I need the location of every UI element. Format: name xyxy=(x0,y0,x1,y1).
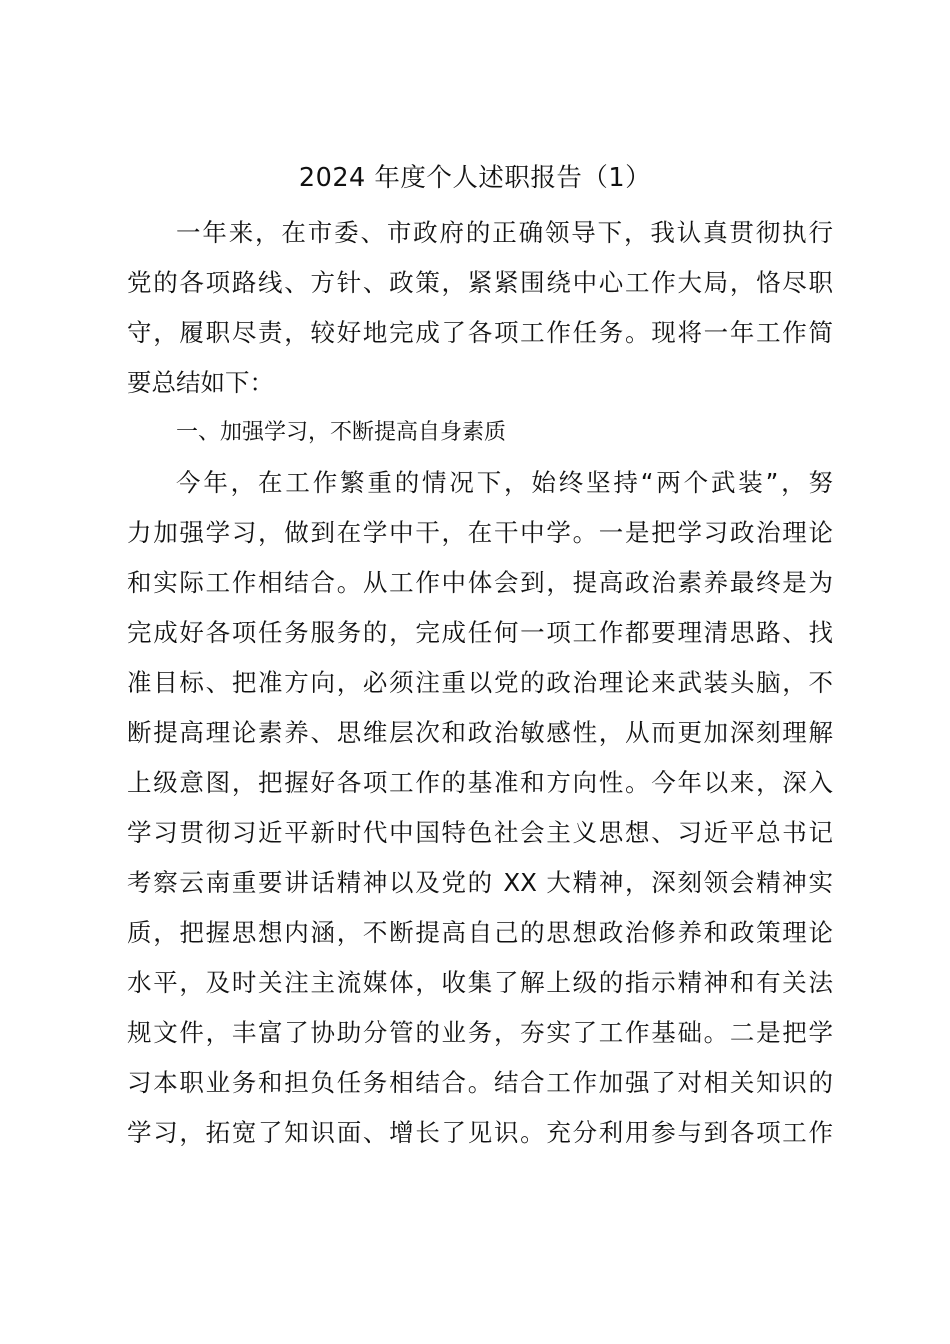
paragraph-line: 党的各项路线、方针、政策，紧紧围绕中心工作大局，恪尽职 xyxy=(127,268,833,297)
section-heading: 一、加强学习，不断提高自身素质 xyxy=(176,420,507,445)
paragraph-line: 上级意图，把握好各项工作的基准和方向性。今年以来，深入 xyxy=(127,768,833,797)
paragraph-line: 水平，及时关注主流媒体，收集了解上级的指示精神和有关法 xyxy=(127,968,833,997)
paragraph-line: 今年，在工作繁重的情况下，始终坚持“两个武装”，努 xyxy=(176,468,833,497)
paragraph-line: 质，把握思想内涵，不断提高自己的思想政治修养和政策理论 xyxy=(127,918,833,947)
document-body xyxy=(127,208,833,1158)
paragraph-line: 学习贯彻习近平新时代中国特色社会主义思想、习近平总书记 xyxy=(127,818,833,847)
paragraph-line: 力加强学习，做到在学中干，在干中学。一是把学习政治理论 xyxy=(127,518,833,547)
paragraph-line: 和实际工作相结合。从工作中体会到，提高政治素养最终是为 xyxy=(127,568,833,597)
paragraph-line: 完成好各项任务服务的，完成任何一项工作都要理清思路、找 xyxy=(127,618,833,647)
paragraph-line: 一年来，在市委、市政府的正确领导下，我认真贯彻执行 xyxy=(176,218,833,247)
paragraph-line: 规文件，丰富了协助分管的业务，夯实了工作基础。二是把学 xyxy=(127,1018,833,1047)
paragraph-line: 考察云南重要讲话精神以及党的 XX 大精神，深刻领会精神实 xyxy=(127,868,833,897)
paragraph-line: 学习，拓宽了知识面、增长了见识。充分利用参与到各项工作 xyxy=(127,1118,833,1147)
paragraph-line: 守，履职尽责，较好地完成了各项工作任务。现将一年工作简 xyxy=(127,318,833,347)
paragraph-line: 要总结如下： xyxy=(127,368,274,397)
document-title: 2024 年度个人述职报告（1） xyxy=(298,163,652,193)
paragraph-line: 准目标、把准方向，必须注重以党的政治理论来武装头脑，不 xyxy=(127,668,833,697)
paragraph-line: 断提高理论素养、思维层次和政治敏感性，从而更加深刻理解 xyxy=(127,718,833,747)
paragraph-line: 习本职业务和担负任务相结合。结合工作加强了对相关知识的 xyxy=(127,1068,833,1097)
